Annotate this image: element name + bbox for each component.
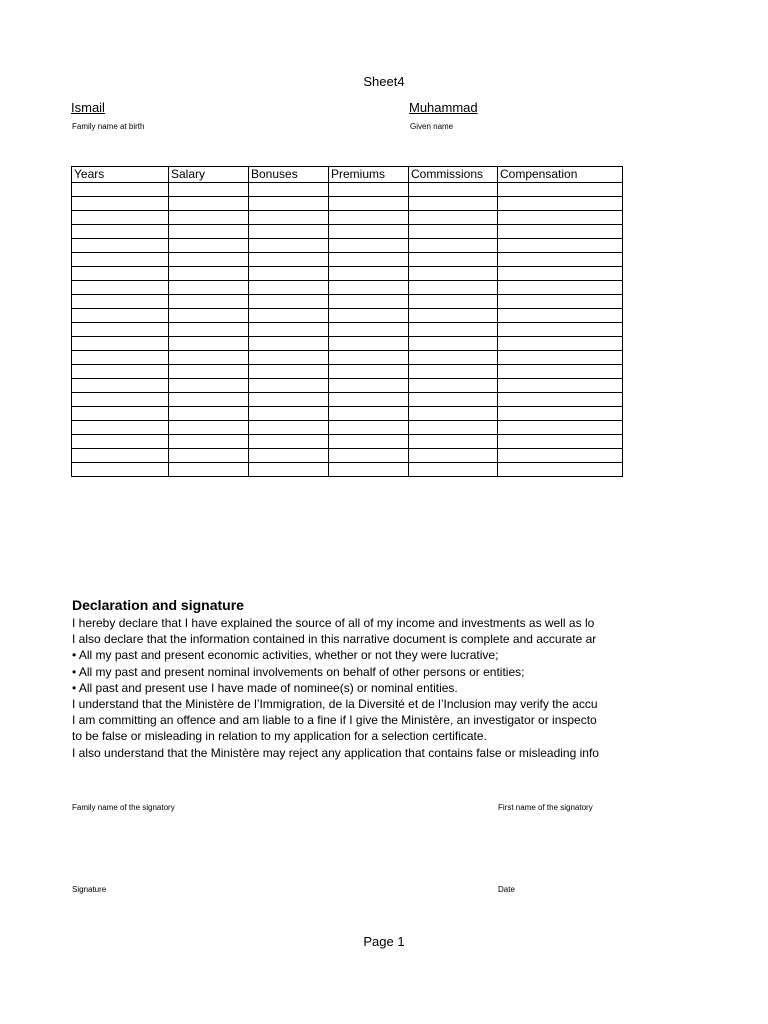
table-cell[interactable] bbox=[329, 449, 409, 463]
table-cell[interactable] bbox=[329, 379, 409, 393]
table-cell[interactable] bbox=[498, 197, 623, 211]
given-name-value: Muhammad bbox=[409, 100, 478, 115]
table-cell[interactable] bbox=[498, 365, 623, 379]
table-cell[interactable] bbox=[169, 253, 249, 267]
table-cell[interactable] bbox=[72, 379, 169, 393]
table-cell[interactable] bbox=[72, 337, 169, 351]
table-row bbox=[72, 239, 623, 253]
table-cell[interactable] bbox=[409, 211, 498, 225]
table-cell[interactable] bbox=[409, 365, 498, 379]
table-cell[interactable] bbox=[329, 295, 409, 309]
table-cell[interactable] bbox=[72, 421, 169, 435]
table-cell[interactable] bbox=[169, 281, 249, 295]
table-cell[interactable] bbox=[498, 393, 623, 407]
declaration-line: I hereby declare that I have explained the source of all of my income and investments as well as lo bbox=[72, 616, 595, 630]
header-compensation: Compensation bbox=[498, 167, 623, 183]
table-cell[interactable] bbox=[72, 351, 169, 365]
table-cell[interactable] bbox=[498, 449, 623, 463]
table-row bbox=[72, 421, 623, 435]
table-cell[interactable] bbox=[169, 267, 249, 281]
header-commissions: Commissions bbox=[409, 167, 498, 183]
declaration-line: I also understand that the Ministère may reject any application that contains false or misleading info bbox=[72, 745, 599, 760]
table-cell[interactable] bbox=[72, 407, 169, 421]
table-row bbox=[72, 379, 623, 393]
table-cell[interactable] bbox=[249, 421, 329, 435]
table-cell[interactable] bbox=[249, 281, 329, 295]
table-cell[interactable] bbox=[498, 183, 623, 197]
table-cell[interactable] bbox=[409, 295, 498, 309]
table-row bbox=[72, 211, 623, 225]
table-cell[interactable] bbox=[249, 393, 329, 407]
table-row bbox=[72, 183, 623, 197]
declaration-heading: Declaration and signature bbox=[72, 597, 244, 613]
table-cell[interactable] bbox=[409, 449, 498, 463]
table-cell[interactable] bbox=[249, 309, 329, 323]
table-cell[interactable] bbox=[249, 337, 329, 351]
declaration-line: • All past and present use I have made of nominee(s) or nominal entities. bbox=[72, 680, 458, 695]
table-cell[interactable] bbox=[249, 183, 329, 197]
date-label: Date bbox=[498, 885, 515, 894]
table-cell[interactable] bbox=[409, 197, 498, 211]
table-cell[interactable] bbox=[498, 253, 623, 267]
table-cell[interactable] bbox=[498, 379, 623, 393]
table-cell[interactable] bbox=[498, 351, 623, 365]
table-cell[interactable] bbox=[498, 267, 623, 281]
table-cell[interactable] bbox=[329, 183, 409, 197]
table-cell[interactable] bbox=[249, 253, 329, 267]
table-cell[interactable] bbox=[329, 421, 409, 435]
table-cell[interactable] bbox=[72, 295, 169, 309]
table-cell[interactable] bbox=[498, 435, 623, 449]
table-cell[interactable] bbox=[249, 407, 329, 421]
table-cell[interactable] bbox=[409, 309, 498, 323]
table-row bbox=[72, 393, 623, 407]
table-cell[interactable] bbox=[169, 309, 249, 323]
table-row bbox=[72, 253, 623, 267]
table-cell[interactable] bbox=[498, 421, 623, 435]
table-cell[interactable] bbox=[329, 435, 409, 449]
table-cell[interactable] bbox=[329, 253, 409, 267]
table-cell[interactable] bbox=[409, 253, 498, 267]
table-cell[interactable] bbox=[249, 463, 329, 477]
table-cell[interactable] bbox=[249, 449, 329, 463]
family-name-value: Ismail bbox=[71, 100, 105, 115]
table-cell[interactable] bbox=[249, 379, 329, 393]
header-bonuses: Bonuses bbox=[249, 167, 329, 183]
table-cell[interactable] bbox=[169, 211, 249, 225]
sheet-title: Sheet4 bbox=[363, 74, 405, 89]
table-cell[interactable] bbox=[169, 351, 249, 365]
table-cell[interactable] bbox=[329, 309, 409, 323]
table-cell[interactable] bbox=[498, 239, 623, 253]
table-row bbox=[72, 323, 623, 337]
table-cell[interactable] bbox=[72, 393, 169, 407]
table-cell[interactable] bbox=[72, 197, 169, 211]
declaration-line: • All my past and present economic activities, whether or not they were lucrative; bbox=[72, 648, 499, 663]
income-table bbox=[71, 166, 623, 477]
table-cell[interactable] bbox=[329, 393, 409, 407]
table-cell[interactable] bbox=[409, 337, 498, 351]
table-cell[interactable] bbox=[169, 393, 249, 407]
table-cell[interactable] bbox=[409, 351, 498, 365]
table-cell[interactable] bbox=[249, 435, 329, 449]
table-cell[interactable] bbox=[169, 463, 249, 477]
table-cell[interactable] bbox=[329, 351, 409, 365]
table-cell[interactable] bbox=[409, 379, 498, 393]
table-cell[interactable] bbox=[409, 239, 498, 253]
table-cell[interactable] bbox=[72, 463, 169, 477]
table-cell[interactable] bbox=[249, 239, 329, 253]
table-cell[interactable] bbox=[409, 463, 498, 477]
table-cell[interactable] bbox=[169, 435, 249, 449]
table-cell[interactable] bbox=[169, 379, 249, 393]
table-cell[interactable] bbox=[409, 225, 498, 239]
table-cell[interactable] bbox=[329, 337, 409, 351]
table-cell[interactable] bbox=[409, 393, 498, 407]
table-cell[interactable] bbox=[329, 211, 409, 225]
table-cell[interactable] bbox=[72, 449, 169, 463]
table-row bbox=[72, 295, 623, 309]
signature-label: Signature bbox=[72, 885, 107, 894]
declaration-line: I understand that the Ministère de l’Immigration, de la Diversité et de l’Inclusion may verify the accu bbox=[72, 697, 598, 712]
declaration-line: I also declare that the information contained in this narrative document is complete and accurate ar bbox=[72, 632, 597, 647]
declaration-line: to be false or misleading in relation to my application for a selection certificate. bbox=[72, 729, 487, 744]
table-cell[interactable] bbox=[72, 239, 169, 253]
table-cell[interactable] bbox=[169, 225, 249, 239]
table-cell[interactable] bbox=[249, 351, 329, 365]
table-cell[interactable] bbox=[169, 421, 249, 435]
family-name-label: Family name at birth bbox=[72, 122, 145, 131]
table-cell[interactable] bbox=[72, 309, 169, 323]
table-cell[interactable] bbox=[72, 281, 169, 295]
table-row bbox=[72, 407, 623, 421]
declaration-line: • All my past and present nominal involvements on behalf of other persons or entities; bbox=[72, 664, 525, 679]
table-cell[interactable] bbox=[409, 421, 498, 435]
table-cell[interactable] bbox=[329, 281, 409, 295]
table-cell[interactable] bbox=[498, 211, 623, 225]
table-row bbox=[72, 281, 623, 295]
table-cell[interactable] bbox=[72, 365, 169, 379]
table-row bbox=[72, 365, 623, 379]
table-row bbox=[72, 197, 623, 211]
table-cell[interactable] bbox=[498, 281, 623, 295]
table-cell[interactable] bbox=[329, 239, 409, 253]
given-name-label: Given name bbox=[410, 122, 454, 131]
table-cell[interactable] bbox=[72, 211, 169, 225]
table-cell[interactable] bbox=[169, 407, 249, 421]
table-cell[interactable] bbox=[249, 225, 329, 239]
table-cell[interactable] bbox=[329, 323, 409, 337]
signatory-first-name-label: First name of the signatory bbox=[498, 803, 593, 812]
table-cell[interactable] bbox=[249, 295, 329, 309]
table-row bbox=[72, 309, 623, 323]
table-row bbox=[72, 463, 623, 477]
table-cell[interactable] bbox=[72, 253, 169, 267]
table-cell[interactable] bbox=[72, 225, 169, 239]
table-cell[interactable] bbox=[169, 449, 249, 463]
table-cell[interactable] bbox=[329, 365, 409, 379]
table-row bbox=[72, 267, 623, 281]
table-cell[interactable] bbox=[249, 211, 329, 225]
table-cell[interactable] bbox=[72, 267, 169, 281]
table-row bbox=[72, 435, 623, 449]
table-cell[interactable] bbox=[72, 323, 169, 337]
table-cell[interactable] bbox=[329, 197, 409, 211]
table-cell[interactable] bbox=[329, 267, 409, 281]
table-cell[interactable] bbox=[169, 197, 249, 211]
table-cell[interactable] bbox=[498, 407, 623, 421]
table-header-row bbox=[72, 167, 623, 183]
header-years: Years bbox=[72, 167, 169, 183]
table-cell[interactable] bbox=[409, 281, 498, 295]
table-row bbox=[72, 337, 623, 351]
table-cell[interactable] bbox=[249, 267, 329, 281]
table-cell[interactable] bbox=[409, 183, 498, 197]
table-cell[interactable] bbox=[329, 463, 409, 477]
table-cell[interactable] bbox=[169, 337, 249, 351]
declaration-text bbox=[72, 615, 622, 761]
table-cell[interactable] bbox=[498, 463, 623, 477]
declaration-line: I am committing an offence and am liable to a fine if I give the Ministère, an investigator or inspecto bbox=[72, 713, 597, 728]
table-cell[interactable] bbox=[169, 239, 249, 253]
table-cell[interactable] bbox=[498, 337, 623, 351]
table-cell[interactable] bbox=[169, 183, 249, 197]
page-number: Page 1 bbox=[363, 934, 405, 949]
table-cell[interactable] bbox=[498, 309, 623, 323]
table-cell[interactable] bbox=[409, 323, 498, 337]
table-cell[interactable] bbox=[498, 225, 623, 239]
table-cell[interactable] bbox=[169, 295, 249, 309]
table-cell[interactable] bbox=[169, 323, 249, 337]
table-cell[interactable] bbox=[249, 197, 329, 211]
table-cell[interactable] bbox=[72, 435, 169, 449]
table-cell[interactable] bbox=[409, 407, 498, 421]
table-row bbox=[72, 449, 623, 463]
table-cell[interactable] bbox=[329, 225, 409, 239]
table-cell[interactable] bbox=[249, 323, 329, 337]
table-cell[interactable] bbox=[498, 295, 623, 309]
table-cell[interactable] bbox=[498, 323, 623, 337]
signatory-family-name-label: Family name of the signatory bbox=[72, 803, 175, 812]
table-cell[interactable] bbox=[249, 365, 329, 379]
header-premiums: Premiums bbox=[329, 167, 409, 183]
table-cell[interactable] bbox=[409, 267, 498, 281]
table-cell[interactable] bbox=[409, 435, 498, 449]
table-row bbox=[72, 225, 623, 239]
table-cell[interactable] bbox=[169, 365, 249, 379]
table-cell[interactable] bbox=[72, 183, 169, 197]
table-row bbox=[72, 351, 623, 365]
table-cell[interactable] bbox=[329, 407, 409, 421]
header-salary: Salary bbox=[169, 167, 249, 183]
